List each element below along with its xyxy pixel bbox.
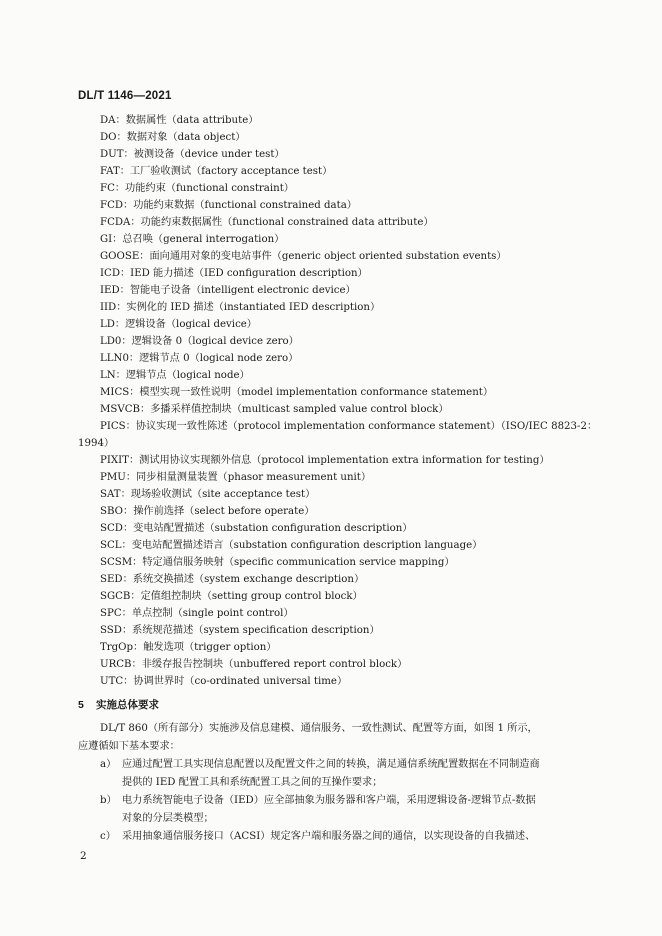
abbreviation-item: GOOSE：面向通用对象的变电站事件（generic object oriented substation events） [100,251,507,262]
abbreviation-item: SPC：单点控制（single point control） [100,608,294,619]
abbreviation-item: MSVCB：多播采样值控制块（multicast sampled value control block） [100,404,449,415]
abbreviation-item: TrgOp：触发选项（trigger option） [100,642,277,653]
page-number: 2 [80,850,87,862]
section-body [78,720,590,846]
list-marker: a） [100,759,117,770]
abbreviation-list [78,112,598,690]
abbreviation-item: MICS：模型实现一致性说明（model implementation conformance statement） [100,387,494,398]
section-heading [78,697,159,712]
abbreviation-item: PICS：协议实现一致性陈述（protocol implementation conformance statement）（ISO/IEC 8823-2： [100,421,598,432]
section-number: 5 [78,699,84,711]
list-item-continuation: 对象的分层类模型； [122,813,214,824]
abbreviation-item: FAT：工厂验收测试（factory acceptance test） [100,166,333,177]
abbreviation-item: SCD：变电站配置描述（substation configuration description） [100,523,413,534]
abbreviation-item: SED：系统交换描述（system exchange description） [100,574,365,585]
list-item [78,792,590,810]
abbreviation-item: FC：功能约束（functional constraint） [100,183,294,194]
list-marker: c） [100,831,116,842]
abbreviation-item: FCD：功能约束数据（functional constrained data） [100,200,357,211]
abbreviation-item: URCB：非缓存报告控制块（unbuffered report control block） [100,659,408,670]
abbreviation-item: LN：逻辑节点（logical node） [100,370,250,381]
abbreviation-item: ICD：IED 能力描述（IED configuration description） [100,268,368,279]
abbreviation-item: SBO：操作前选择（select before operate） [100,506,315,517]
list-item-text: 采用抽象通信服务接口（ACSI）规定客户端和服务器之间的通信，以实现设备的自我描述、 [122,831,536,842]
abbreviation-item: PIXIT：测试用协议实现额外信息（protocol implementation extra information for testing） [100,455,550,466]
abbreviation-item: SCL：变电站配置描述语言（substation configuration description language） [100,540,483,551]
abbreviation-item: LLN0：逻辑节点 0（logical node zero） [100,353,299,364]
abbreviation-item: DO：数据对象（data object） [100,132,246,143]
abbreviation-item: GI：总召唤（general interrogation） [100,234,285,245]
list-item-text: 应通过配置工具实现信息配置以及配置文件之间的转换，满足通信系统配置数据在不同制造商 [122,759,540,770]
abbreviation-wrap-line: 1994） [78,438,115,449]
section-title: 实施总体要求 [96,699,159,711]
abbreviation-item: SGCB：定值组控制块（setting group control block） [100,591,363,602]
intro-paragraph-line: 应遵循如下基本要求： [78,741,180,752]
abbreviation-item: SSD：系统规范描述（system specification description） [100,625,380,636]
list-item [78,828,590,846]
abbreviation-item: SAT：现场验收测试（site acceptance test） [100,489,316,500]
abbreviation-item: DUT：被测设备（device under test） [100,149,285,160]
abbreviation-item: PMU：同步相量测量装置（phasor measurement unit） [100,472,372,483]
list-marker: b） [100,795,117,806]
intro-paragraph-line: DL/T 860（所有部分）实施涉及信息建模、通信服务、一致性测试、配置等方面，如图 1 所示， [100,723,538,734]
abbreviation-item: FCDA：功能约束数据属性（functional constrained data attribute） [100,217,434,228]
abbreviation-item: LD：逻辑设备（logical device） [100,319,257,330]
list-item-text: 电力系统智能电子设备（IED）应全部抽象为服务器和客户端，采用逻辑设备-逻辑节点-数据 [122,795,536,806]
abbreviation-item: DA：数据属性（data attribute） [100,115,259,126]
abbreviation-item: IID：实例化的 IED 描述（instantiated IED description） [100,302,381,313]
list-item [78,756,590,774]
abbreviation-item: IED：智能电子设备（intelligent electronic device） [100,285,356,296]
list-item-continuation: 提供的 IED 配置工具和系统配置工具之间的互操作要求； [122,777,383,788]
standard-header: DL/T 1146—2021 [78,90,172,102]
abbreviation-item: SCSM：特定通信服务映射（specific communication service mapping） [100,557,455,568]
abbreviation-item: LD0：逻辑设备 0（logical device zero） [100,336,299,347]
abbreviation-item: UTC：协调世界时（co-ordinated universal time） [100,676,348,687]
